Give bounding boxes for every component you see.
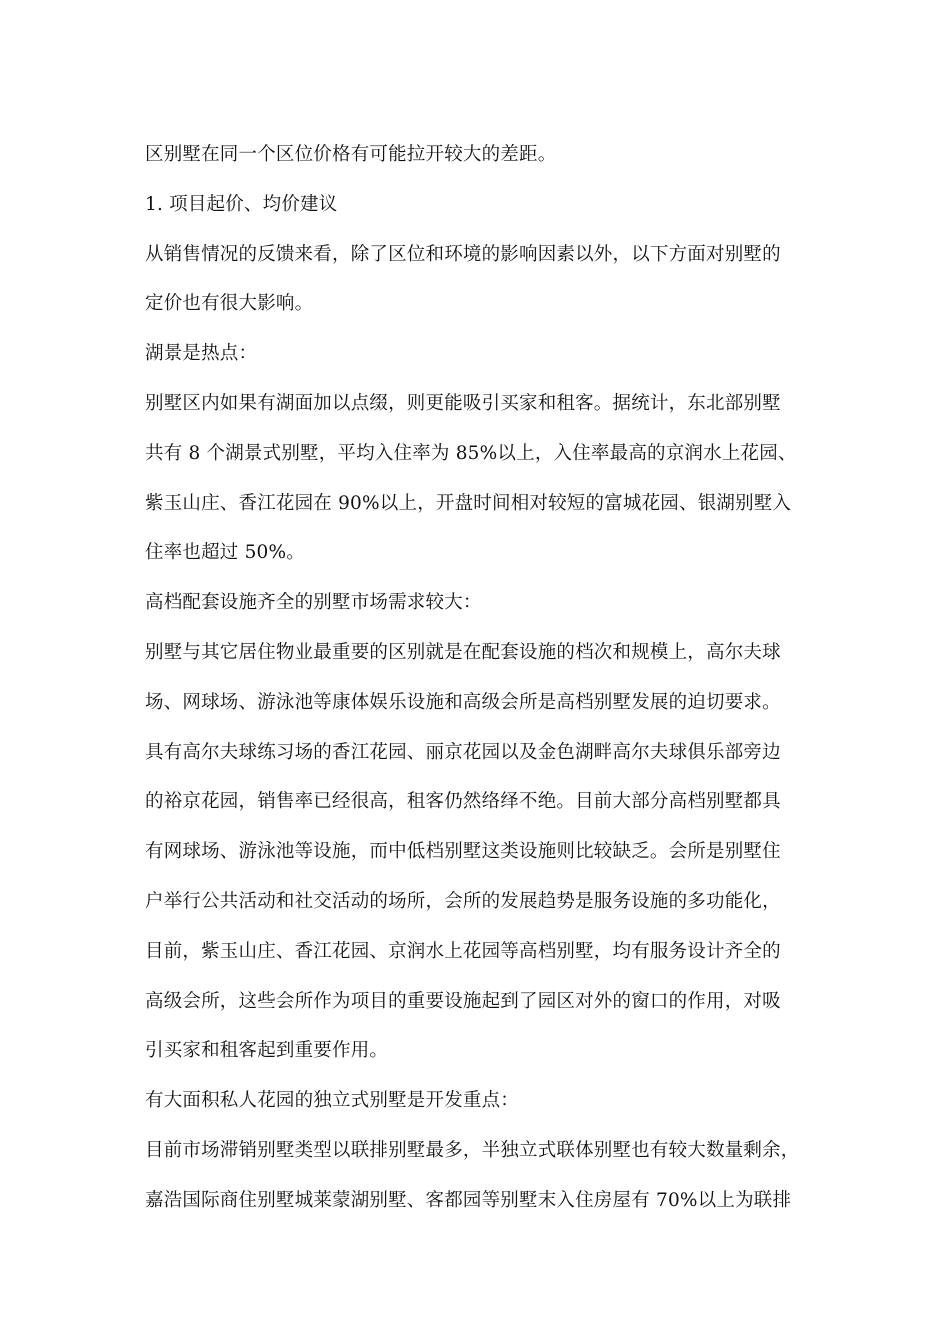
text-line: 定价也有很大影响。 (145, 293, 314, 315)
text-line: 住率也超过 50%。 (145, 542, 306, 564)
subheading: 有大面积私人花园的独立式别墅是开发重点： (145, 1090, 520, 1112)
text-line: 嘉浩国际商住别墅城莱蒙湖别墅、客都园等别墅末入住房屋有 70%以上为联排 (145, 1189, 792, 1211)
text-line: 的裕京花园，销售率已经很高，租客仍然络绎不绝。目前大部分高档别墅都具 (145, 791, 781, 813)
text-line: 引买家和租客起到重要作用。 (145, 1040, 389, 1062)
subheading: 高档配套设施齐全的别墅市场需求较大： (145, 592, 482, 614)
text-line: 目前市场滞销别墅类型以联排别墅最多，半独立式联体别墅也有较大数量剩余， (145, 1139, 800, 1161)
text-line: 别墅区内如果有湖面加以点缀，则更能吸引买家和租客。据统计，东北部别墅 (145, 392, 781, 414)
text-line: 高级会所，这些会所作为项目的重要设施起到了园区对外的窗口的作用，对吸 (145, 990, 781, 1012)
section-heading: 1. 项目起价、均价建议 (145, 193, 338, 215)
text-line: 有网球场、游泳池等设施，而中低档别墅这类设施则比较缺乏。会所是别墅住 (145, 841, 781, 863)
document-body (145, 130, 825, 1226)
text-line: 别墅与其它居住物业最重要的区别就是在配套设施的档次和规模上，高尔夫球 (145, 641, 781, 663)
text-line: 目前，紫玉山庄、香江花园、京润水上花园等高档别墅，均有服务设计齐全的 (145, 940, 781, 962)
text-line: 共有 8 个湖景式别墅，平均入住率为 85%以上，入住率最高的京润水上花园、 (145, 442, 797, 464)
text-line: 场、网球场、游泳池等康体娱乐设施和高级会所是高档别墅发展的迫切要求。 (145, 691, 781, 713)
subheading: 湖景是热点： (145, 343, 258, 365)
text-line: 具有高尔夫球练习场的香江花园、丽京花园以及金色湖畔高尔夫球俱乐部旁边 (145, 741, 781, 763)
text-line: 区别墅在同一个区位价格有可能拉开较大的差距。 (145, 144, 557, 165)
text-line: 紫玉山庄、香江花园在 90%以上，开盘时间相对较短的富城花园、银湖别墅入 (145, 492, 792, 514)
text-line: 户举行公共活动和社交活动的场所，会所的发展趋势是服务设施的多功能化， (145, 890, 781, 912)
text-line: 从销售情况的反馈来看，除了区位和环境的影响因素以外，以下方面对别墅的 (145, 243, 781, 265)
